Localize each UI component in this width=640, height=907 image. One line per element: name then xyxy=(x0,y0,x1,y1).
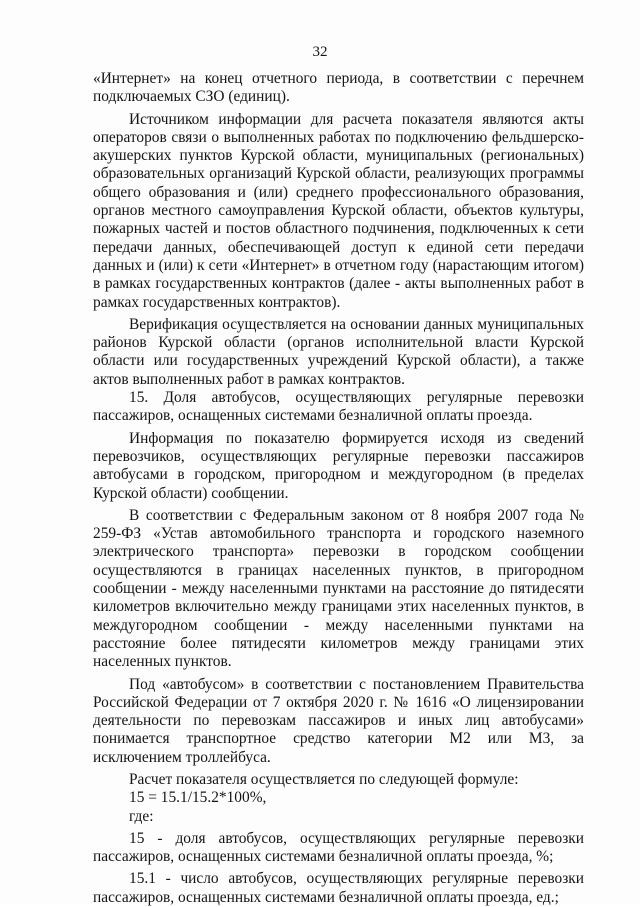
paragraph-federal-law: В соответствии с Федеральным законом от 8 ноября 2007 года № 259-ФЗ «Устав автомобильного транспорта и городского наземного электрического транспорта» перевозки в городском сообщении осуществляются в границах населенных пунктов, в пригородном сообщении - между населенными пунктами на расстояние до пятидесяти километров включительно между границами этих населенных пунктов, в междугородном сообщении - между населенными пунктами на расстояние более пятидесяти километров между границами этих населенных пунктов. xyxy=(93,506,584,671)
paragraph-information-source: Источником информации для расчета показателя являются акты операторов связи о выполненных работах по подключению фельдшерско-акушерских пунктов Курской области, муниципальных (региональных) образовательных организаций Курской области, реализующих программы общего образования и (или) среднего профессионального образования, органов местного самоуправления Курской области, объектов культуры, пожарных частей и постов областного подчинения, подключенных к сети передачи данных, обеспечивающей доступ к единой сети передачи данных и (или) к сети «Интернет» в отчетном году (нарастающим итогом) в рамках государственных контрактов (далее - акты выполненных работ в рамках государственных контрактов). xyxy=(93,110,584,311)
document-body xyxy=(93,70,584,907)
paragraph-verification: Верификация осуществляется на основании данных муниципальных районов Курской области (органов исполнительной власти Курской области или государственных учреждений Курской области), а также актов выполненных работ в рамках контрактов. xyxy=(93,315,584,388)
paragraph-indicator-information: Информация по показателю формируется исходя из сведений перевозчиков, осуществляющих регулярные перевозки пассажиров автобусами в городском, пригородном и междугородном (в пределах Курской области) сообщении. xyxy=(93,429,584,502)
paragraph-definition-15: 15 - доля автобусов, осуществляющих регулярные перевозки пассажиров, оснащенных системами безналичной оплаты проезда, %; xyxy=(93,829,584,866)
paragraph-where: где: xyxy=(129,807,154,825)
paragraph-intro-continuation: «Интернет» на конец отчетного периода, в соответствии с перечнем подключаемых СЗО (единиц). xyxy=(93,70,584,106)
paragraph-formula-intro: Расчет показателя осуществляется по следующей формуле: xyxy=(129,770,519,788)
page-number: 32 xyxy=(312,44,328,60)
formula: 15 = 15.1/15.2*100%, xyxy=(129,789,267,807)
paragraph-indicator-15-heading: 15. Доля автобусов, осуществляющих регулярные перевозки пассажиров, оснащенных системами безналичной оплаты проезда. xyxy=(93,389,584,425)
paragraph-definition-15-1: 15.1 - число автобусов, осуществляющих регулярные перевозки пассажиров, оснащенных системами безналичной оплаты проезда, ед.; xyxy=(93,870,584,906)
paragraph-bus-definition: Под «автобусом» в соответствии с постановлением Правительства Российской Федерации от 7 октября 2020 г. № 1616 «О лицензировании деятельности по перевозкам пассажиров и иных лиц автобусами» понимается транспортное средство категории М2 или М3, за исключением троллейбуса. xyxy=(93,675,584,766)
